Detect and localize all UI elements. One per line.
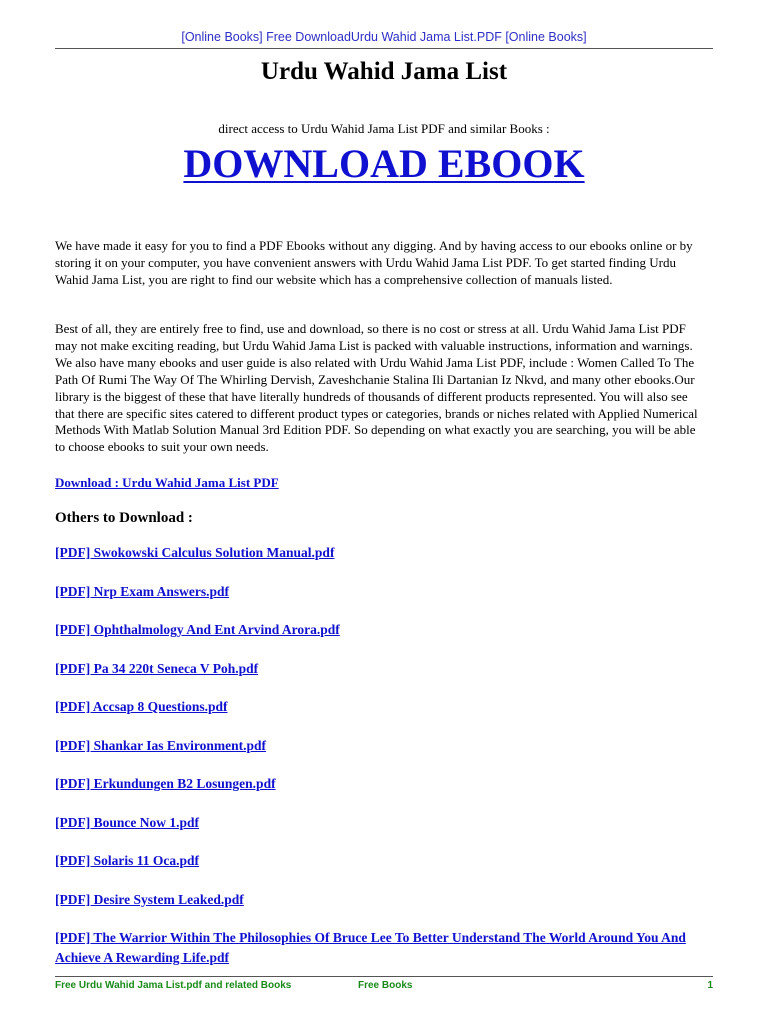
others-heading: Others to Download : — [55, 510, 193, 526]
list-item — [55, 928, 715, 967]
others-list — [55, 543, 715, 967]
list-item — [55, 582, 715, 621]
list-item — [55, 659, 715, 698]
pdf-link[interactable]: [PDF] Pa 34 220t Seneca V Poh.pdf — [55, 660, 259, 676]
page-number: 1 — [707, 980, 713, 991]
pdf-link[interactable]: [PDF] Nrp Exam Answers.pdf — [55, 583, 229, 599]
page-title: Urdu Wahid Jama List — [260, 58, 508, 85]
footer-middle-text: Free Books — [358, 980, 413, 991]
pdf-link[interactable]: [PDF] Desire System Leaked.pdf — [55, 891, 244, 907]
list-item — [55, 697, 715, 736]
body-paragraph-1: We have made it easy for you to find a PDF Ebooks without any digging. And by having access to our ebooks online or by storing it on your computer, you have convenient answers with Urdu Wahid Jama List PDF. To get started finding Urdu Wahid Jama List, you are right to find our website which has a comprehensive collection of manuals listed. — [55, 238, 693, 287]
page-header: [Online Books] Free DownloadUrdu Wahid Jama List.PDF [Online Books] — [181, 30, 587, 44]
pdf-link[interactable]: [PDF] Bounce Now 1.pdf — [55, 814, 199, 830]
pdf-link[interactable]: [PDF] Erkundungen B2 Losungen.pdf — [55, 776, 276, 791]
intro-text: direct access to Urdu Wahid Jama List PDF and similar Books : — [218, 121, 550, 136]
page-footer — [55, 980, 713, 996]
footer-divider — [55, 976, 713, 977]
list-item — [55, 543, 715, 582]
download-ebook-link[interactable]: DOWNLOAD EBOOK — [183, 141, 585, 186]
pdf-link[interactable]: [PDF] The Warrior Within The Philosophies Of Bruce Lee To Better Understand The World Around You And Achieve A Rewarding Life.pdf — [55, 930, 686, 965]
list-item — [55, 774, 715, 813]
pdf-link[interactable]: [PDF] Shankar Ias Environment.pdf — [55, 737, 267, 753]
pdf-link[interactable]: [PDF] Solaris 11 Oca.pdf — [55, 853, 199, 868]
body-paragraph-2: Best of all, they are entirely free to find, use and download, so there is no cost or stress at all. Urdu Wahid Jama List PDF may not make exciting reading, but Urdu Wahid Jama List is packed with valuable instructions, information and warnings. We also have many ebooks and user guide is also related with Urdu Wahid Jama List PDF, include : Women Called To The Path Of Rumi The Way Of The Whirling Dervish, Zaveshchanie Stalina Ili Dartanian Iz Nkvd, and many other ebooks.Our library is the biggest of these that have literally hundreds of thousands of different products represented. You will also see that there are specific sites catered to different product types or categories, brands or niches related with Applied Numerical Methods With Matlab Solution Manual 3rd Edition PDF. So depending on what exactly you are searching, you will be able to choose ebooks to suit your own needs. — [55, 321, 698, 455]
list-item — [55, 736, 715, 775]
pdf-link[interactable]: [PDF] Ophthalmology And Ent Arvind Arora.pdf — [55, 622, 340, 637]
download-pdf-link[interactable]: Download : Urdu Wahid Jama List PDF — [55, 475, 279, 490]
footer-left-text: Free Urdu Wahid Jama List.pdf and related Books — [55, 980, 292, 991]
pdf-link[interactable]: [PDF] Swokowski Calculus Solution Manual.pdf — [55, 545, 335, 560]
list-item — [55, 813, 715, 852]
list-item — [55, 620, 715, 659]
header-divider — [55, 48, 713, 49]
list-item — [55, 851, 715, 890]
list-item — [55, 890, 715, 929]
pdf-link[interactable]: [PDF] Accsap 8 Questions.pdf — [55, 699, 228, 714]
